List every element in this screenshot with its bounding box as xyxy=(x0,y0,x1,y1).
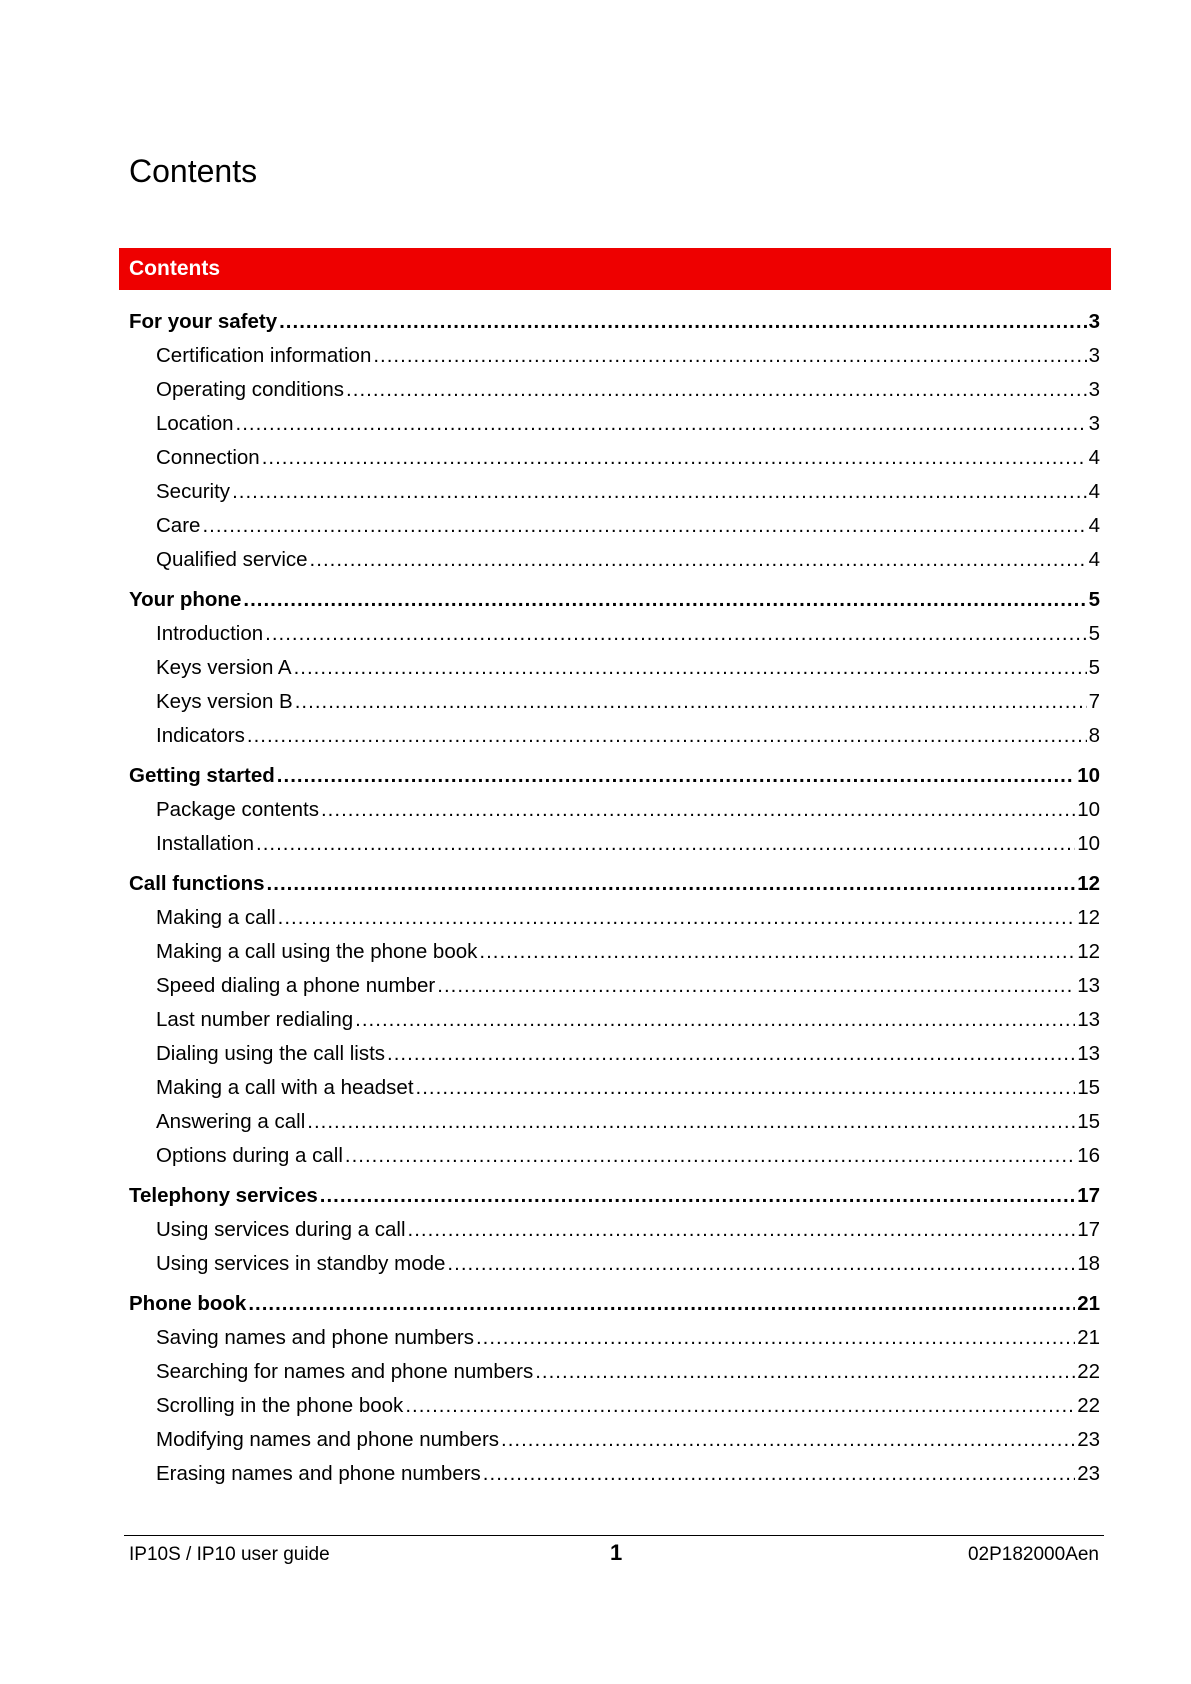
toc-entry-page: 22 xyxy=(1077,1360,1100,1383)
toc-subsection[interactable] xyxy=(129,475,1100,509)
contents-banner: Contents xyxy=(119,248,1111,290)
toc-entry-title: Installation xyxy=(156,832,255,855)
toc-entry-page: 10 xyxy=(1077,764,1100,787)
toc-entry-page: 21 xyxy=(1077,1326,1100,1349)
dot-leader xyxy=(232,475,1087,509)
toc-entry-title: Package contents xyxy=(156,798,319,821)
toc-entry-page: 13 xyxy=(1077,1042,1100,1065)
dot-leader xyxy=(243,583,1086,617)
toc-subsection[interactable] xyxy=(129,901,1100,935)
toc-chapter[interactable] xyxy=(129,1287,1100,1321)
toc-subsection[interactable] xyxy=(129,1423,1100,1457)
toc-subsection[interactable] xyxy=(129,373,1100,407)
toc-entry-page: 12 xyxy=(1077,940,1100,963)
toc-subsection[interactable] xyxy=(129,1321,1100,1355)
toc-entry-title: Dialing using the call lists xyxy=(156,1042,386,1065)
toc-subsection[interactable] xyxy=(129,407,1100,441)
footer-document-title: IP10S / IP10 user guide xyxy=(129,1544,330,1565)
toc-entry-title: Last number redialing xyxy=(156,1008,354,1031)
dot-leader xyxy=(236,407,1087,441)
dot-leader xyxy=(278,901,1076,935)
toc-entry-page: 3 xyxy=(1088,344,1100,367)
toc-entry-page: 4 xyxy=(1088,514,1100,537)
toc-entry-title: Speed dialing a phone number xyxy=(156,974,436,997)
dot-leader xyxy=(294,651,1087,685)
dot-leader xyxy=(265,617,1086,651)
toc-chapter[interactable] xyxy=(129,867,1100,901)
toc-section xyxy=(129,867,1100,1173)
toc-section xyxy=(129,1179,1100,1281)
toc-entry-title: Making a call with a headset xyxy=(156,1076,414,1099)
toc-entry-title: Searching for names and phone numbers xyxy=(156,1360,534,1383)
dot-leader xyxy=(247,719,1087,753)
toc-entry-page: 13 xyxy=(1077,1008,1100,1031)
toc-entry-page: 3 xyxy=(1088,310,1100,333)
toc-entry-title: Security xyxy=(156,480,231,503)
toc-entry-title: Scrolling in the phone book xyxy=(156,1394,404,1417)
toc-subsection[interactable] xyxy=(129,651,1100,685)
toc-subsection[interactable] xyxy=(129,1105,1100,1139)
toc-subsection[interactable] xyxy=(129,441,1100,475)
toc-subsection[interactable] xyxy=(129,509,1100,543)
toc-entry-title: Getting started xyxy=(129,764,275,787)
toc-entry-page: 4 xyxy=(1088,480,1100,503)
toc-chapter[interactable] xyxy=(129,1179,1100,1213)
toc-entry-title: Modifying names and phone numbers xyxy=(156,1428,500,1451)
toc-entry-title: Qualified service xyxy=(156,548,308,571)
toc-entry-page: 23 xyxy=(1077,1428,1100,1451)
toc-entry-page: 5 xyxy=(1088,656,1100,679)
toc-entry-title: Phone book xyxy=(129,1292,247,1315)
toc-entry-page: 3 xyxy=(1088,412,1100,435)
toc-section xyxy=(129,759,1100,861)
toc-entry-page: 22 xyxy=(1077,1394,1100,1417)
toc-entry-page: 7 xyxy=(1088,690,1100,713)
toc-entry-page: 17 xyxy=(1077,1184,1100,1207)
toc-subsection[interactable] xyxy=(129,685,1100,719)
dot-leader xyxy=(321,793,1075,827)
toc-subsection[interactable] xyxy=(129,617,1100,651)
footer-document-code: 02P182000Aen xyxy=(967,1544,1099,1565)
dot-leader xyxy=(262,441,1087,475)
toc-subsection[interactable] xyxy=(129,1457,1100,1491)
dot-leader xyxy=(387,1037,1075,1071)
dot-leader xyxy=(501,1423,1075,1457)
dot-leader xyxy=(346,373,1087,407)
toc-entry-title: Options during a call xyxy=(156,1144,343,1167)
toc-entry-page: 3 xyxy=(1088,378,1100,401)
dot-leader xyxy=(447,1247,1075,1281)
toc-entry-title: Location xyxy=(156,412,234,435)
toc-entry-page: 15 xyxy=(1077,1076,1100,1099)
toc-subsection[interactable] xyxy=(129,1247,1100,1281)
toc-entry-title: Keys version A xyxy=(156,656,292,679)
toc-entry-page: 16 xyxy=(1077,1144,1100,1167)
toc-subsection[interactable] xyxy=(129,969,1100,1003)
toc-entry-title: Your phone xyxy=(129,588,242,611)
toc-entry-page: 18 xyxy=(1077,1252,1100,1275)
toc-subsection[interactable] xyxy=(129,1003,1100,1037)
toc-entry-title: Answering a call xyxy=(156,1110,306,1133)
dot-leader xyxy=(416,1071,1076,1105)
toc-subsection[interactable] xyxy=(129,1071,1100,1105)
dot-leader xyxy=(202,509,1086,543)
toc-entry-title: Indicators xyxy=(156,724,245,747)
dot-leader xyxy=(295,685,1087,719)
toc-entry-title: Using services during a call xyxy=(156,1218,406,1241)
dot-leader xyxy=(373,339,1086,373)
toc-entry-page: 5 xyxy=(1088,622,1100,645)
toc-subsection[interactable] xyxy=(129,339,1100,373)
toc-subsection[interactable] xyxy=(129,1037,1100,1071)
dot-leader xyxy=(476,1321,1075,1355)
toc-entry-title: Care xyxy=(156,514,201,537)
dot-leader xyxy=(408,1213,1076,1247)
toc-entry-page: 23 xyxy=(1077,1462,1100,1485)
toc-entry-page: 21 xyxy=(1077,1292,1100,1315)
toc-entry-title: Saving names and phone numbers xyxy=(156,1326,474,1349)
dot-leader xyxy=(279,305,1086,339)
toc-entry-title: Making a call using the phone book xyxy=(156,940,478,963)
dot-leader xyxy=(437,969,1075,1003)
toc-section xyxy=(129,305,1100,577)
dot-leader xyxy=(267,867,1076,901)
dot-leader xyxy=(345,1139,1075,1173)
dot-leader xyxy=(320,1179,1075,1213)
page-title: Contents xyxy=(129,153,258,189)
toc-subsection[interactable] xyxy=(129,1139,1100,1173)
toc-entry-page: 10 xyxy=(1077,798,1100,821)
toc-entry-page: 4 xyxy=(1088,446,1100,469)
toc-chapter[interactable] xyxy=(129,759,1100,793)
dot-leader xyxy=(355,1003,1075,1037)
dot-leader xyxy=(277,759,1075,793)
toc-entry-page: 10 xyxy=(1077,832,1100,855)
toc-entry-title: Using services in standby mode xyxy=(156,1252,446,1275)
toc-entry-title: Keys version B xyxy=(156,690,293,713)
toc-entry-title: Call functions xyxy=(129,872,265,895)
dot-leader xyxy=(405,1389,1075,1423)
toc-subsection[interactable] xyxy=(129,827,1100,861)
toc-entry-title: Introduction xyxy=(156,622,264,645)
toc-entry-title: For your safety xyxy=(129,310,278,333)
toc-subsection[interactable] xyxy=(129,719,1100,753)
toc-subsection[interactable] xyxy=(129,935,1100,969)
toc-subsection[interactable] xyxy=(129,1213,1100,1247)
footer-page-number: 1 xyxy=(610,1540,623,1565)
toc-entry-title: Connection xyxy=(156,446,260,469)
toc-entry-page: 8 xyxy=(1088,724,1100,747)
toc-entry-page: 12 xyxy=(1077,872,1100,895)
toc-chapter[interactable] xyxy=(129,583,1100,617)
dot-leader xyxy=(310,543,1087,577)
toc-chapter[interactable] xyxy=(129,305,1100,339)
toc-entry-page: 13 xyxy=(1077,974,1100,997)
toc-entry-title: Making a call xyxy=(156,906,276,929)
dot-leader xyxy=(535,1355,1075,1389)
toc-subsection[interactable] xyxy=(129,1355,1100,1389)
footer-divider xyxy=(124,1535,1104,1536)
toc-entry-page: 4 xyxy=(1088,548,1100,571)
toc-entry-page: 5 xyxy=(1088,588,1100,611)
dot-leader xyxy=(256,827,1075,861)
toc-subsection[interactable] xyxy=(129,1389,1100,1423)
toc-subsection[interactable] xyxy=(129,793,1100,827)
dot-leader xyxy=(307,1105,1075,1139)
dot-leader xyxy=(479,935,1075,969)
toc-section xyxy=(129,583,1100,753)
toc-entry-title: Operating conditions xyxy=(156,378,345,401)
toc-subsection[interactable] xyxy=(129,543,1100,577)
toc-entry-page: 12 xyxy=(1077,906,1100,929)
toc-entry-page: 17 xyxy=(1077,1218,1100,1241)
toc-entry-title: Erasing names and phone numbers xyxy=(156,1462,481,1485)
toc-entry-title: Certification information xyxy=(156,344,372,367)
toc-section xyxy=(129,1287,1100,1491)
table-of-contents xyxy=(129,305,1100,1491)
toc-entry-title: Telephony services xyxy=(129,1184,318,1207)
toc-entry-page: 15 xyxy=(1077,1110,1100,1133)
dot-leader xyxy=(483,1457,1075,1491)
dot-leader xyxy=(248,1287,1075,1321)
